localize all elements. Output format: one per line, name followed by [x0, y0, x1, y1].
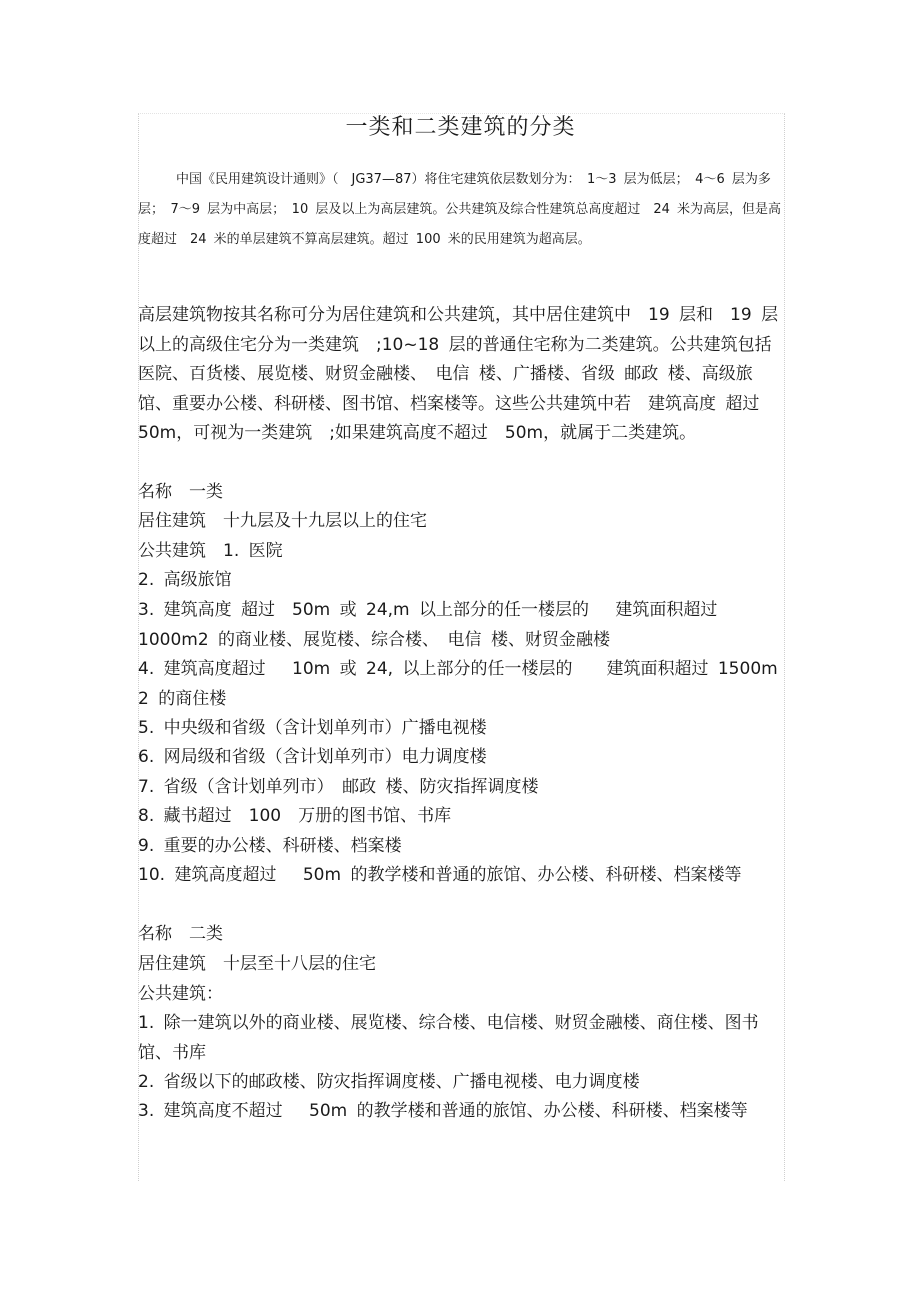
class1-residential: 居住建筑 十九层及十九层以上的住宅 — [138, 511, 427, 531]
class2-item: 1. 除一建筑以外的商业楼、展览楼、综合楼、电信楼、财贸金融楼、商住楼、图书馆、书库 — [138, 1013, 759, 1063]
class1-item: 2. 高级旅馆 — [138, 570, 232, 590]
class2-public-label: 公共建筑： — [138, 984, 223, 1004]
class1-item: 6. 网局级和省级（含计划单列市）电力调度楼 — [138, 747, 487, 767]
class1-item: 4. 建筑高度超过 10m 或 24, 以上部分的任一楼层的 建筑面积超过 1500m 2 的商住楼 — [138, 659, 778, 709]
class2-residential: 居住建筑 十层至十八层的住宅 — [138, 954, 376, 974]
class1-item: 5. 中央级和省级（含计划单列市）广播电视楼 — [138, 718, 487, 738]
class1-item: 10. 建筑高度超过 50m 的教学楼和普通的旅馆、办公楼、科研楼、档案楼等 — [138, 865, 742, 885]
class2-header: 名称 二类 — [138, 924, 223, 944]
document-title: 一类和二类建筑的分类 — [345, 115, 576, 140]
class1-item: 7. 省级（含计划单列市） 邮政 楼、防灾指挥调度楼 — [138, 777, 539, 797]
class2-item: 3. 建筑高度不超过 50m 的教学楼和普通的旅馆、办公楼、科研楼、档案楼等 — [138, 1101, 748, 1121]
main-paragraph: 高层建筑物按其名称可分为居住建筑和公共建筑，其中居住建筑中 19 层和 19 层以上的高级住宅分为一类建筑 ;10~18 层的普通住宅称为二类建筑。公共建筑包括医院、百货楼、展览楼、财贸金融楼、 电信 楼、广播楼、省级 邮政 楼、高级旅馆、重要办公楼、科研楼、图书馆、档案楼等。这些公共建筑中若 建筑高度 超过 50m，可视为一类建筑 ;如果建筑高度不超过 50m，就属于二类建筑。 — [138, 305, 779, 443]
class1-header: 名称 一类 — [138, 482, 223, 502]
intro-paragraph: 中国《民用建筑设计通则》（ JG37—87）将住宅建筑依层数划分为： 1～3 层为低层； 4～6 层为多层； 7～9 层为中高层； 10 层及以上为高层建筑。公共建筑及综合性建筑总高度超过 24 米为高层，但是高度超过 24 米的单层建筑不算高层建筑。超过 100 米的民用建筑为超高层。 — [138, 172, 782, 247]
class1-public-first: 公共建筑 1. 医院 — [138, 541, 283, 561]
class1-item: 8. 藏书超过 100 万册的图书馆、书库 — [138, 806, 452, 826]
class1-item: 9. 重要的办公楼、科研楼、档案楼 — [138, 836, 402, 856]
class2-item: 2. 省级以下的邮政楼、防灾指挥调度楼、广播电视楼、电力调度楼 — [138, 1072, 640, 1092]
class1-item: 3. 建筑高度 超过 50m 或 24,m 以上部分的任一楼层的 建筑面积超过 1000m2 的商业楼、展览楼、综合楼、 电信 楼、财贸金融楼 — [138, 600, 718, 650]
